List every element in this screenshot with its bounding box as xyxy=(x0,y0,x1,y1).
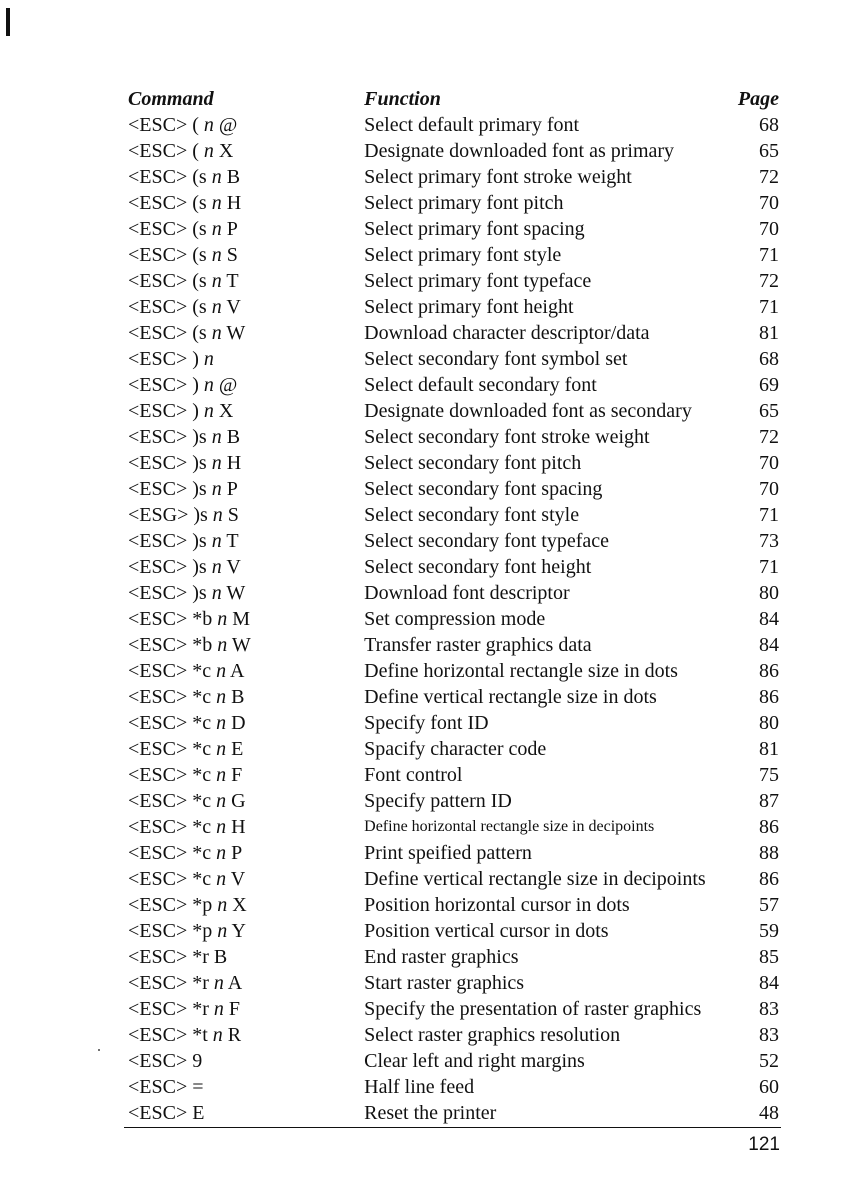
command-prefix: <ESC> *c xyxy=(128,790,217,812)
command-prefix: <ESC> (s xyxy=(128,296,212,318)
command-prefix: <ESC> )s xyxy=(128,556,212,578)
command-suffix: @ xyxy=(213,114,238,136)
command-cell xyxy=(124,944,364,970)
command-column-header: Command xyxy=(128,88,214,110)
function-cell: End raster graphics xyxy=(364,946,519,968)
command-suffix: R xyxy=(222,1024,242,1046)
page-cell: 68 xyxy=(759,348,779,370)
command-cell xyxy=(124,346,364,372)
command-parameter: n xyxy=(211,530,222,552)
command-prefix: <ESC> *r xyxy=(128,972,214,994)
function-cell: Print speified pattern xyxy=(364,842,532,864)
command-parameter: n xyxy=(203,140,214,162)
command-cell xyxy=(124,840,364,866)
function-cell: Define vertical rectangle size in decipoints xyxy=(364,868,706,890)
command-prefix: <ESC> *b xyxy=(128,608,218,630)
command-cell xyxy=(124,112,364,138)
function-cell: Select primary font height xyxy=(364,296,574,318)
command-cell xyxy=(124,970,364,996)
command-prefix: <ESC> *t xyxy=(128,1024,213,1046)
command-parameter: n xyxy=(211,296,222,318)
command-suffix: P xyxy=(221,218,238,240)
table-row xyxy=(124,1048,782,1074)
command-parameter: n xyxy=(211,582,222,604)
command-prefix: <ESC> (s xyxy=(128,244,212,266)
command-cell xyxy=(124,554,364,580)
command-cell xyxy=(124,450,364,476)
function-cell: Select default secondary font xyxy=(364,374,597,396)
command-prefix: <ESC> )s xyxy=(128,582,212,604)
table-row xyxy=(124,606,782,632)
command-prefix: <ESC> *c xyxy=(128,816,217,838)
page-cell: 80 xyxy=(759,582,779,604)
command-suffix: H xyxy=(226,816,246,838)
function-cell: Set compression mode xyxy=(364,608,546,630)
command-parameter: n xyxy=(217,634,228,656)
command-parameter: n xyxy=(211,192,222,214)
table-row xyxy=(124,1022,782,1048)
function-cell: Select primary font style xyxy=(364,244,562,266)
function-cell: Spacify character code xyxy=(364,738,547,760)
command-prefix: <ESC> *r xyxy=(128,998,214,1020)
command-suffix: H xyxy=(221,452,242,474)
command-suffix: W xyxy=(221,582,246,604)
page-cell: 75 xyxy=(759,764,779,786)
command-prefix: <ESC> )s xyxy=(128,426,212,448)
command-parameter: n xyxy=(203,400,214,422)
table-row xyxy=(124,138,782,164)
page-cell: 60 xyxy=(759,1076,779,1098)
table-row xyxy=(124,372,782,398)
function-cell: Designate downloaded font as secondary xyxy=(364,400,692,422)
table-row xyxy=(124,216,782,242)
command-prefix: <ESC> ) xyxy=(128,400,204,422)
table-row xyxy=(124,736,782,762)
command-cell xyxy=(124,658,364,684)
command-parameter: n xyxy=(217,894,228,916)
table-row xyxy=(124,450,782,476)
function-cell: Specify font ID xyxy=(364,712,489,734)
page-cell: 48 xyxy=(759,1102,779,1124)
table-row xyxy=(124,424,782,450)
page-cell: 86 xyxy=(759,660,779,682)
command-prefix: <ESC> ( xyxy=(128,140,204,162)
command-parameter: n xyxy=(216,660,227,682)
command-parameter: n xyxy=(217,608,228,630)
function-cell: Start raster graphics xyxy=(364,972,525,994)
table-row xyxy=(124,632,782,658)
table-row xyxy=(124,944,782,970)
command-parameter: n xyxy=(211,270,222,292)
page-cell: 73 xyxy=(759,530,779,552)
command-suffix: D xyxy=(226,712,246,734)
command-parameter: n xyxy=(213,998,224,1020)
table-row xyxy=(124,892,782,918)
function-cell: Select secondary font typeface xyxy=(364,530,610,552)
command-parameter: n xyxy=(203,374,214,396)
function-cell: Define vertical rectangle size in dots xyxy=(364,686,657,708)
page-cell: 72 xyxy=(759,166,779,188)
command-suffix: B xyxy=(221,166,241,188)
table-row xyxy=(124,918,782,944)
function-cell: Select secondary font pitch xyxy=(364,452,582,474)
command-cell xyxy=(124,164,364,190)
command-suffix: B xyxy=(221,426,241,448)
page-cell: 86 xyxy=(759,868,779,890)
command-suffix: V xyxy=(221,556,241,578)
page-cell: 65 xyxy=(759,140,779,162)
table-row xyxy=(124,346,782,372)
command-parameter: n xyxy=(212,504,223,526)
page-cell: 88 xyxy=(759,842,779,864)
command-parameter: n xyxy=(211,166,222,188)
table-row xyxy=(124,398,782,424)
table-row xyxy=(124,1074,782,1100)
table-row xyxy=(124,580,782,606)
page-cell: 65 xyxy=(759,400,779,422)
command-prefix: <ESC> *c xyxy=(128,738,217,760)
command-cell xyxy=(124,1100,364,1126)
table-row xyxy=(124,684,782,710)
command-parameter: n xyxy=(211,452,222,474)
function-cell: Position horizontal cursor in dots xyxy=(364,894,630,916)
page-cell: 86 xyxy=(759,686,779,708)
command-prefix: <ESC> )s xyxy=(128,452,212,474)
command-parameter: n xyxy=(216,816,227,838)
command-suffix: B xyxy=(226,686,245,708)
command-suffix: F xyxy=(226,764,243,786)
table-row xyxy=(124,528,782,554)
command-parameter: n xyxy=(211,244,222,266)
command-suffix: Y xyxy=(227,920,246,942)
function-cell: Select secondary font stroke weight xyxy=(364,426,650,448)
page-cell: 71 xyxy=(759,556,779,578)
page-cell: 81 xyxy=(759,322,779,344)
table-row xyxy=(124,866,782,892)
command-parameter: n xyxy=(216,712,227,734)
page-cell: 83 xyxy=(759,1024,779,1046)
command-suffix: V xyxy=(226,868,246,890)
function-cell: Select default primary font xyxy=(364,114,580,136)
table-row xyxy=(124,658,782,684)
function-cell: Position vertical cursor in dots xyxy=(364,920,609,942)
command-parameter: n xyxy=(213,972,224,994)
command-parameter: n xyxy=(203,114,214,136)
table-row xyxy=(124,502,782,528)
command-parameter: n xyxy=(212,1024,223,1046)
page-cell: 71 xyxy=(759,244,779,266)
command-prefix: <ESC> (s xyxy=(128,218,212,240)
command-suffix: @ xyxy=(213,374,238,396)
page-cell: 70 xyxy=(759,218,779,240)
function-cell: Select secondary font symbol set xyxy=(364,348,628,370)
table-header-row xyxy=(124,86,782,112)
function-cell: Select secondary font height xyxy=(364,556,592,578)
page-cell: 84 xyxy=(759,608,779,630)
command-suffix: S xyxy=(221,244,238,266)
command-parameter: n xyxy=(203,348,214,370)
function-cell: Select raster graphics resolution xyxy=(364,1024,621,1046)
command-suffix: X xyxy=(227,894,247,916)
table-row xyxy=(124,840,782,866)
command-suffix: W xyxy=(221,322,246,344)
command-prefix: <ESC> *c xyxy=(128,842,217,864)
command-cell xyxy=(124,398,364,424)
function-cell: Download font descriptor xyxy=(364,582,570,604)
table-row xyxy=(124,268,782,294)
command-prefix: <ESC> ( xyxy=(128,114,204,136)
command-cell xyxy=(124,1048,364,1074)
table-row xyxy=(124,788,782,814)
function-cell: Specify pattern ID xyxy=(364,790,512,812)
table-row xyxy=(124,710,782,736)
function-cell: Select secondary font spacing xyxy=(364,478,603,500)
command-table xyxy=(124,86,782,1126)
page-cell: 69 xyxy=(759,374,779,396)
command-prefix: <ESC> *p xyxy=(128,894,218,916)
table-row xyxy=(124,970,782,996)
page-cell: 52 xyxy=(759,1050,779,1072)
command-parameter: n xyxy=(211,322,222,344)
function-cell: Select primary font spacing xyxy=(364,218,585,240)
function-cell: Specify the presentation of raster graphics xyxy=(364,998,702,1020)
command-prefix: <ESC> 9 xyxy=(128,1050,203,1072)
table-row xyxy=(124,294,782,320)
page-cell: 68 xyxy=(759,114,779,136)
command-cell xyxy=(124,892,364,918)
command-prefix: <ESC> *c xyxy=(128,712,217,734)
command-parameter: n xyxy=(216,868,227,890)
command-prefix: <ESC> *c xyxy=(128,868,217,890)
command-cell xyxy=(124,294,364,320)
function-cell: Select secondary font style xyxy=(364,504,580,526)
command-table-body xyxy=(124,112,782,1126)
command-parameter: n xyxy=(216,686,227,708)
command-cell xyxy=(124,736,364,762)
command-suffix: W xyxy=(227,634,251,656)
command-parameter: n xyxy=(211,218,222,240)
table-bottom-rule xyxy=(124,1127,781,1128)
command-prefix: <ESC> (s xyxy=(128,166,212,188)
table-row xyxy=(124,814,782,840)
page-cell: 71 xyxy=(759,296,779,318)
command-prefix: <ESC> )s xyxy=(128,478,212,500)
table-row xyxy=(124,762,782,788)
command-parameter: n xyxy=(216,842,227,864)
function-cell: Font control xyxy=(364,764,463,786)
command-prefix: <ESG> )s xyxy=(128,504,213,526)
scan-speck xyxy=(98,1049,100,1051)
command-prefix: <ESC> *r B xyxy=(128,946,228,968)
command-suffix: H xyxy=(221,192,242,214)
command-prefix: <ESC> ) xyxy=(128,374,204,396)
page-cell: 59 xyxy=(759,920,779,942)
page-cell: 80 xyxy=(759,712,779,734)
table-row xyxy=(124,164,782,190)
page-cell: 70 xyxy=(759,478,779,500)
table-row xyxy=(124,242,782,268)
command-cell xyxy=(124,580,364,606)
page-cell: 57 xyxy=(759,894,779,916)
command-cell xyxy=(124,788,364,814)
command-parameter: n xyxy=(216,790,227,812)
table-row xyxy=(124,112,782,138)
page-cell: 86 xyxy=(759,816,779,838)
command-prefix: <ESC> *b xyxy=(128,634,218,656)
table-row xyxy=(124,476,782,502)
command-suffix: P xyxy=(226,842,243,864)
command-cell xyxy=(124,762,364,788)
command-cell xyxy=(124,502,364,528)
command-prefix: <ESC> E xyxy=(128,1102,205,1124)
command-suffix: X xyxy=(213,140,234,162)
scan-edge-mark xyxy=(6,8,10,36)
page-cell: 85 xyxy=(759,946,779,968)
command-prefix: <ESC> )s xyxy=(128,530,212,552)
command-prefix: <ESC> (s xyxy=(128,192,212,214)
command-suffix: A xyxy=(226,660,245,682)
function-cell: Transfer raster graphics data xyxy=(364,634,592,656)
table-row xyxy=(124,190,782,216)
command-cell xyxy=(124,190,364,216)
command-cell xyxy=(124,996,364,1022)
page-cell: 71 xyxy=(759,504,779,526)
command-suffix: A xyxy=(223,972,243,994)
command-prefix: <ESC> *p xyxy=(128,920,218,942)
page-cell: 70 xyxy=(759,452,779,474)
function-cell: Select primary font typeface xyxy=(364,270,592,292)
function-cell: Designate downloaded font as primary xyxy=(364,140,675,162)
function-column-header: Function xyxy=(364,88,441,110)
command-suffix: T xyxy=(221,530,239,552)
function-cell: Select primary font pitch xyxy=(364,192,564,214)
command-prefix: <ESC> *c xyxy=(128,660,217,682)
function-cell: Define horizontal rectangle size in decipoints xyxy=(364,818,655,835)
command-cell xyxy=(124,372,364,398)
command-prefix: <ESC> (s xyxy=(128,322,212,344)
command-prefix: <ESC> = xyxy=(128,1076,204,1098)
command-cell xyxy=(124,632,364,658)
page-cell: 84 xyxy=(759,972,779,994)
function-cell: Half line feed xyxy=(364,1076,475,1098)
page-cell: 72 xyxy=(759,426,779,448)
table-row xyxy=(124,554,782,580)
page-column-header: Page xyxy=(737,88,779,110)
page-cell: 87 xyxy=(759,790,779,812)
command-cell xyxy=(124,814,364,840)
table-row xyxy=(124,996,782,1022)
command-cell xyxy=(124,918,364,944)
command-parameter: n xyxy=(211,426,222,448)
command-suffix: T xyxy=(221,270,239,292)
command-cell xyxy=(124,242,364,268)
table-row xyxy=(124,1100,782,1126)
command-parameter: n xyxy=(211,478,222,500)
command-cell xyxy=(124,1022,364,1048)
command-cell xyxy=(124,606,364,632)
table-row xyxy=(124,320,782,346)
command-cell xyxy=(124,476,364,502)
function-cell: Reset the printer xyxy=(364,1102,497,1124)
command-prefix: <ESC> *c xyxy=(128,686,217,708)
page-cell: 84 xyxy=(759,634,779,656)
command-cell xyxy=(124,1074,364,1100)
command-parameter: n xyxy=(216,764,227,786)
page-cell: 72 xyxy=(759,270,779,292)
command-cell xyxy=(124,138,364,164)
command-suffix: X xyxy=(213,400,234,422)
command-suffix: E xyxy=(226,738,244,760)
function-cell: Define horizontal rectangle size in dots xyxy=(364,660,678,682)
command-cell xyxy=(124,684,364,710)
command-cell xyxy=(124,320,364,346)
command-prefix: <ESC> (s xyxy=(128,270,212,292)
command-cell xyxy=(124,268,364,294)
command-parameter: n xyxy=(211,556,222,578)
command-cell xyxy=(124,528,364,554)
page-number: 121 xyxy=(748,1134,780,1155)
command-suffix: V xyxy=(221,296,241,318)
command-suffix: P xyxy=(221,478,238,500)
command-parameter: n xyxy=(217,920,228,942)
command-prefix: <ESC> ) xyxy=(128,348,204,370)
command-suffix: S xyxy=(222,504,239,526)
command-prefix: <ESC> *c xyxy=(128,764,217,786)
page-cell: 83 xyxy=(759,998,779,1020)
command-cell xyxy=(124,424,364,450)
command-parameter: n xyxy=(216,738,227,760)
function-cell: Download character descriptor/data xyxy=(364,322,650,344)
page-cell: 70 xyxy=(759,192,779,214)
command-cell xyxy=(124,710,364,736)
function-cell: Select primary font stroke weight xyxy=(364,166,632,188)
command-suffix: M xyxy=(227,608,251,630)
function-cell: Clear left and right margins xyxy=(364,1050,585,1072)
command-cell xyxy=(124,866,364,892)
command-suffix: F xyxy=(223,998,241,1020)
command-suffix: G xyxy=(226,790,246,812)
command-cell xyxy=(124,216,364,242)
page-cell: 81 xyxy=(759,738,779,760)
